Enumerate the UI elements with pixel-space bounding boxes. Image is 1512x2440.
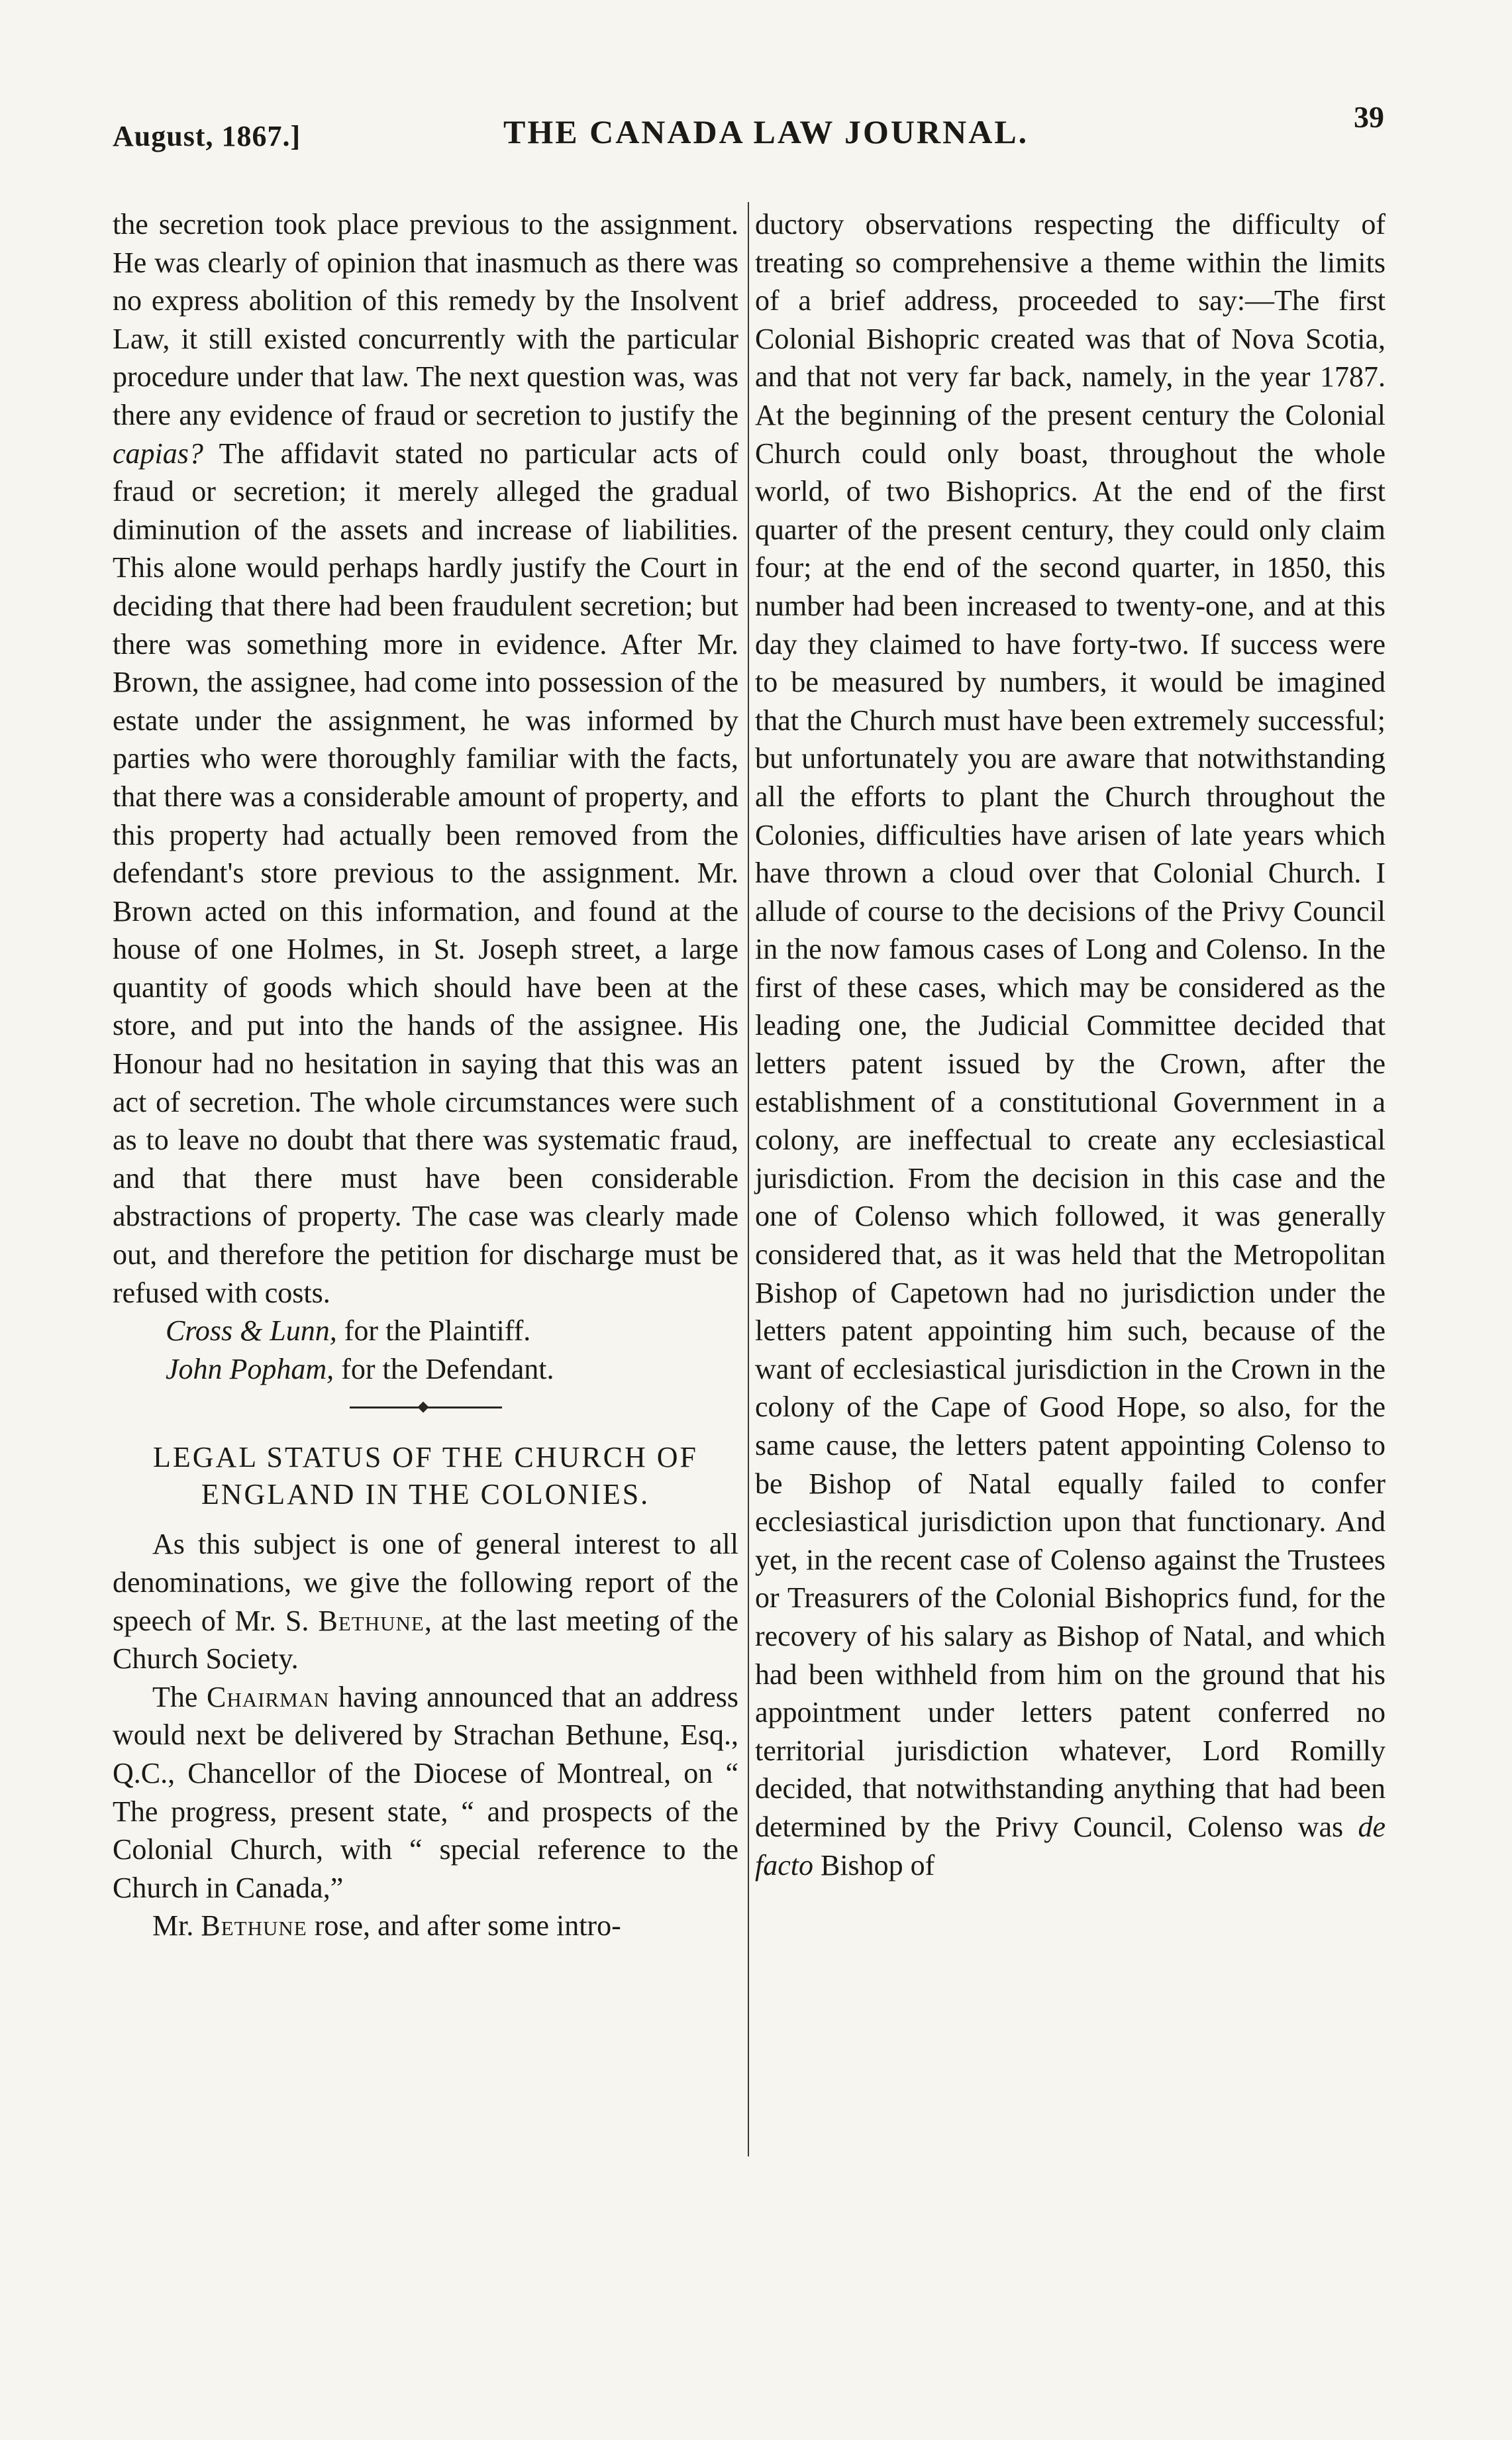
right-column	[755, 205, 1386, 1884]
page-number: 39	[1354, 100, 1384, 134]
intro-paragraph	[113, 1525, 738, 1677]
paragraph-text: ductory observations respecting the difficulty of treating so comprehensive a theme within the limits of a brief address, proceeded to say:—The first Colonial Bishopric created was that of Nova Scotia, and that not very far back, namely, in the year 1787. At the beginning of the present century the Colonial Church could only boast, throughout the whole world, of two Bishoprics. At the end of the first quarter of the present century, they could only claim four; at the end of the second quarter, in 1850, this number had been increased to twenty-one, and at this day they claimed to have forty-two. If success were to be measured by numbers, it would be imagined that the Church must have been extremely successful; but unfortunately you are aware that notwithstanding all the efforts to plant the Church throughout the Colonies, difficulties have arisen of late years which have thrown a cloud over that Colonial Church. I allude of course to the decisions of the Privy Council in the now famous cases of Long and Colenso. In the first of these cases, which may be considered as the leading one, the Judicial Committee decided that letters patent issued by the Crown, after the establishment of a constitutional Government in a colony, are ineffectual to create any ecclesiastical jurisdiction. From the decision in this case and the one of Colenso which followed, it was generally considered that, as it was held that the Metropolitan Bishop of Capetown had no jurisdiction under the letters patent appointing him such, because of the want of ecclesiastical jurisdiction in the Crown in the colony of the Cape of Good Hope, so also, for the same cause, the letters patent appointing Colenso to be Bishop of Natal equally failed to confer ecclesiastical jurisdiction upon that functionary. And yet, in the recent case of Colenso against the Trustees or Treasurers of the Colonial Bishoprics fund, for the recovery of his salary as Bishop of Natal, and which had been withheld from him on the ground that his appointment under letters patent conferred no territorial jurisdiction whatever, Lord Romilly decided, that notwithstanding anything that had been determined by the Privy Council, Colenso was	[755, 208, 1386, 1843]
italic-term: capias?	[113, 437, 203, 470]
paragraph-text: The	[152, 1680, 198, 1713]
paragraph-text: Mr.	[152, 1909, 194, 1942]
small-caps-name: Chairman	[206, 1680, 330, 1713]
italic-term: de facto	[755, 1810, 1386, 1882]
paragraph-text: rose, and after some intro-	[314, 1909, 621, 1942]
paragraph-text: having announced that an address would next be delivered by Strachan Bethune, Esq., Q.C., Chancellor of the Diocese of Montreal, on “ The progress, present state, “ and prospects of the Colonial Church, with “ special reference to the Church in Canada,”	[113, 1680, 739, 1904]
small-caps-name: Bethune	[201, 1909, 307, 1942]
paragraph-text: , at the last meeting of the Church Society.	[113, 1604, 739, 1675]
small-caps-name: Bethune	[318, 1604, 425, 1637]
counsel-line-defendant	[166, 1350, 738, 1389]
paragraph-text: As this subject is one of general interest to all denominations, we give the following report of the speech of Mr. S.	[113, 1528, 738, 1637]
speech-paragraph	[755, 205, 1386, 1884]
counsel-role: for the Defendant.	[341, 1352, 554, 1385]
running-header	[113, 99, 1384, 159]
chairman-paragraph	[113, 1678, 738, 1907]
speaker-paragraph	[113, 1907, 738, 1945]
section-heading: LEGAL STATUS OF THE CHURCH OF ENGLAND IN THE COLONIES.	[153, 1441, 698, 1511]
header-date: August, 1867.]	[113, 120, 301, 152]
counsel-name: John Popham,	[166, 1352, 334, 1385]
case-conclusion-paragraph	[113, 205, 738, 1312]
paragraph-text: the secretion took place previous to the assignment. He was clearly of opinion that inasmuch as there was no express abolition of this remedy by the Insolvent Law, it still existed concurrently with the particular procedure under that law. The next question was, was there any evidence of fraud or secretion to justify the	[113, 208, 738, 431]
counsel-line-plaintiff	[166, 1312, 738, 1350]
section-divider	[350, 1406, 502, 1412]
counsel-role: for the Plaintiff.	[344, 1314, 531, 1348]
left-column	[113, 205, 738, 1945]
journal-title: THE CANADA LAW JOURNAL.	[503, 113, 1029, 150]
column-divider	[748, 202, 749, 2156]
counsel-name: Cross & Lunn,	[166, 1314, 337, 1348]
paragraph-text: Bishop of	[820, 1848, 935, 1882]
paragraph-text: The affidavit stated no particular acts of fraud or secretion; it merely alleged the gradual diminution of the assets and increase of liabilities. This alone would perhaps hardly justify the Court in deciding that there had been fraudulent secretion; but there was something more in evidence. After Mr. Brown, the assignee, had come into possession of the estate under the assignment, he was informed by parties who were thoroughly familiar with the facts, that there was a considerable amount of property, and this property had actually been removed from the defendant's store previous to the assignment. Mr. Brown acted on this information, and found at the house of one Holmes, in St. Joseph street, a large quantity of goods which should have been at the store, and put into the hands of the assignee. His Honour had no hesitation in saying that this was an act of secretion. The whole circumstances were such as to leave no doubt that there was systematic fraud, and that there must have been considerable abstractions of property. The case was clearly made out, and therefore the petition for discharge must be refused with costs.	[113, 437, 738, 1309]
